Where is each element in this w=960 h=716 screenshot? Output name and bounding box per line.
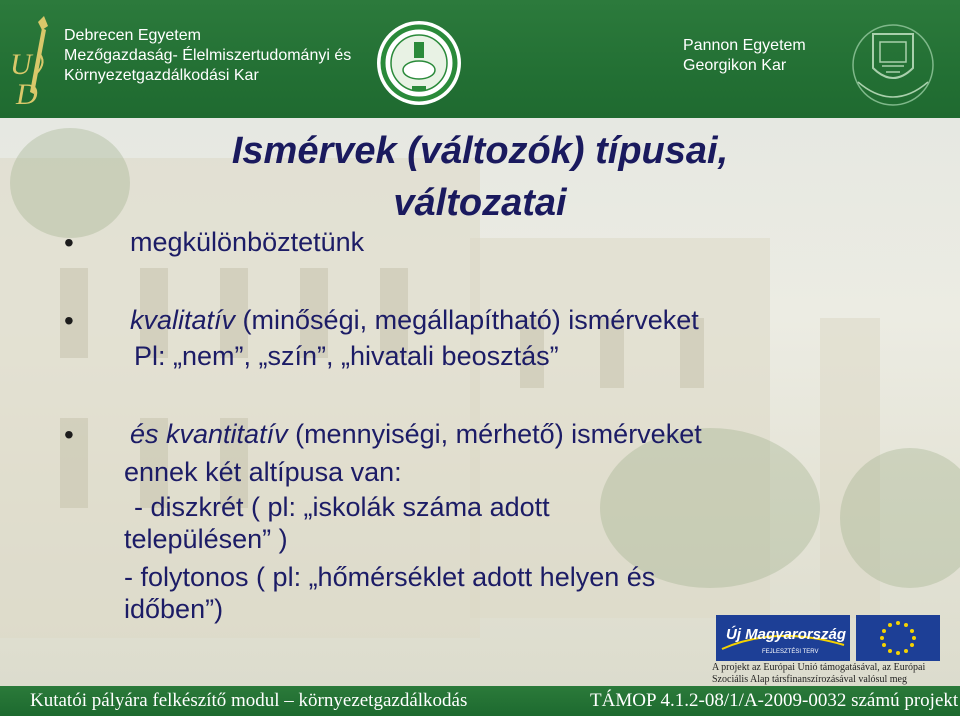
- discrete-line-2: településen” ): [124, 524, 288, 554]
- left-uni-line-1: Debrecen Egyetem: [64, 27, 201, 44]
- bullet-marker-1: •: [64, 227, 74, 258]
- bullet-text-1: megkülönböztetünk: [130, 227, 365, 257]
- eu-note-line-1: A projekt az Európai Unió támogatásával, az Európai: [712, 662, 926, 673]
- eu-funding-note: [712, 662, 952, 686]
- bullet-marker-2: •: [64, 305, 74, 336]
- svg-text:U: U: [10, 48, 32, 81]
- title-line-2: változatai: [393, 182, 567, 224]
- continuous-line-2: időben”): [124, 594, 224, 624]
- uj-magyarorszag-text: Új Magyarország: [726, 626, 847, 643]
- qualitative-example: Pl: „nem”, „szín”, „hivatali beosztás”: [134, 341, 559, 371]
- svg-text:D: D: [16, 78, 38, 110]
- right-uni-line-1: Pannon Egyetem: [683, 37, 806, 54]
- qualitative-term: kvalitatív: [130, 305, 236, 335]
- slide-title: [100, 125, 860, 229]
- discrete-line-1: - diszkrét ( pl: „iskolák száma adott: [134, 492, 550, 522]
- footer-project-id: TÁMOP 4.1.2-08/1/A-2009-0032 számú projekt: [590, 690, 959, 711]
- uj-magyarorszag-sub: FEJLESZTÉSI TERV: [762, 649, 819, 655]
- left-uni-line-2: Mezőgazdaság- Élelmiszertudományi és: [64, 47, 352, 64]
- bullet-text-3: [130, 419, 702, 449]
- subtypes-line: ennek két altípusa van:: [124, 457, 402, 487]
- quantitative-description: (mennyiségi, mérhető) ismérveket: [287, 419, 702, 449]
- quantitative-term: és kvantitatív: [130, 419, 288, 449]
- eu-note-line-2: Szociális Alap társfinanszírozásával valósul meg: [712, 674, 907, 685]
- footer-module-name: Kutatói pályára felkészítő modul – környezetgazdálkodás: [30, 690, 468, 711]
- bullet-marker-3: •: [64, 419, 74, 450]
- left-uni-line-3: Környezetgazdálkodási Kar: [64, 67, 259, 84]
- footer-bar: [0, 686, 960, 716]
- right-uni-line-2: Georgikon Kar: [683, 57, 787, 74]
- eu-logos: [716, 615, 940, 661]
- title-line-1: Ismérvek (változók) típusai,: [231, 130, 729, 172]
- qualitative-description: (minőségi, megállapítható) ismérveket: [235, 305, 699, 335]
- bullet-text-2: [130, 305, 699, 335]
- continuous-line-1: - folytonos ( pl: „hőmérséklet adott helyen és: [124, 562, 656, 592]
